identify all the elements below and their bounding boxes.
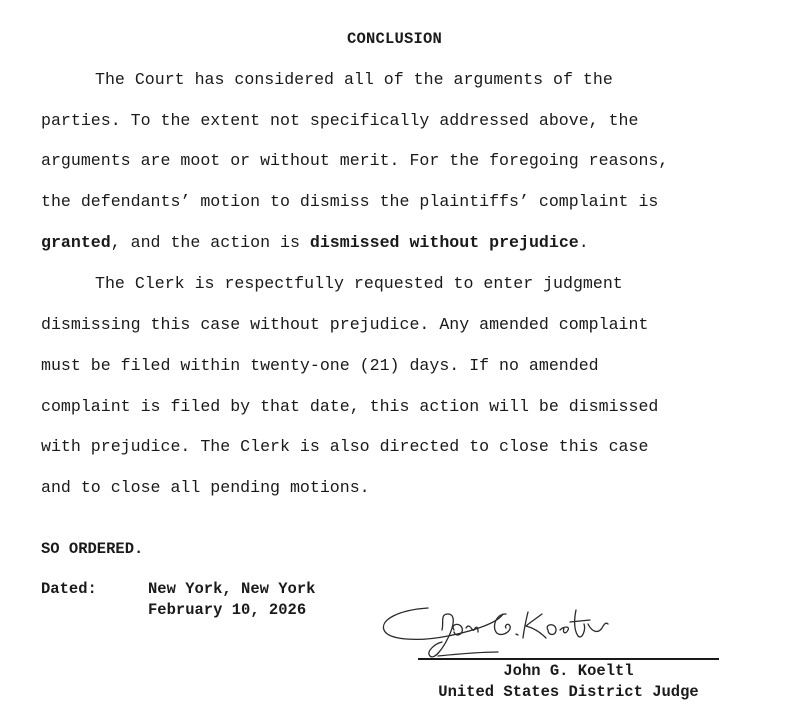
paragraph-1-line-3: arguments are moot or without merit. For the foregoing reasons, <box>41 151 669 170</box>
paragraph-1-line-4: the defendants’ motion to dismiss the plaintiffs’ complaint is <box>41 192 659 211</box>
paragraph-1-line-5-end: . <box>578 233 589 252</box>
section-heading: CONCLUSION <box>346 30 442 48</box>
paragraph-1-line-2: parties. To the extent not specifically addressed above, the <box>41 111 639 130</box>
dated-label: Dated: <box>41 580 97 598</box>
granted-text: granted <box>41 233 111 252</box>
signature-line <box>418 658 719 660</box>
dated-place: New York, New York <box>148 580 316 598</box>
dismissed-without-prejudice-text: dismissed without prejudice <box>309 233 579 252</box>
paragraph-2-line-3: must be filed within twenty-one (21) days. If no amended <box>41 356 599 375</box>
judge-name: John G. Koeltl <box>503 662 634 680</box>
paragraph-2-line-6: and to close all pending motions. <box>41 478 370 497</box>
paragraph-2-line-5: with prejudice. The Clerk is also directed to close this case <box>41 437 649 456</box>
dated-date: February 10, 2026 <box>148 601 307 619</box>
judge-title: United States District Judge <box>438 683 699 701</box>
paragraph-1-line-1: The Court has considered all of the arguments of the <box>95 70 613 89</box>
paragraph-2-line-2: dismissing this case without prejudice. Any amended complaint <box>41 315 649 334</box>
paragraph-1-line-5 <box>41 233 589 253</box>
paragraph-1-line-5-middle: , and the action is <box>110 233 310 252</box>
so-ordered: SO ORDERED. <box>41 540 144 558</box>
paragraph-2-line-4: complaint is filed by that date, this action will be dismissed <box>41 397 659 416</box>
paragraph-2-line-1: The Clerk is respectfully requested to enter judgment <box>95 274 623 293</box>
